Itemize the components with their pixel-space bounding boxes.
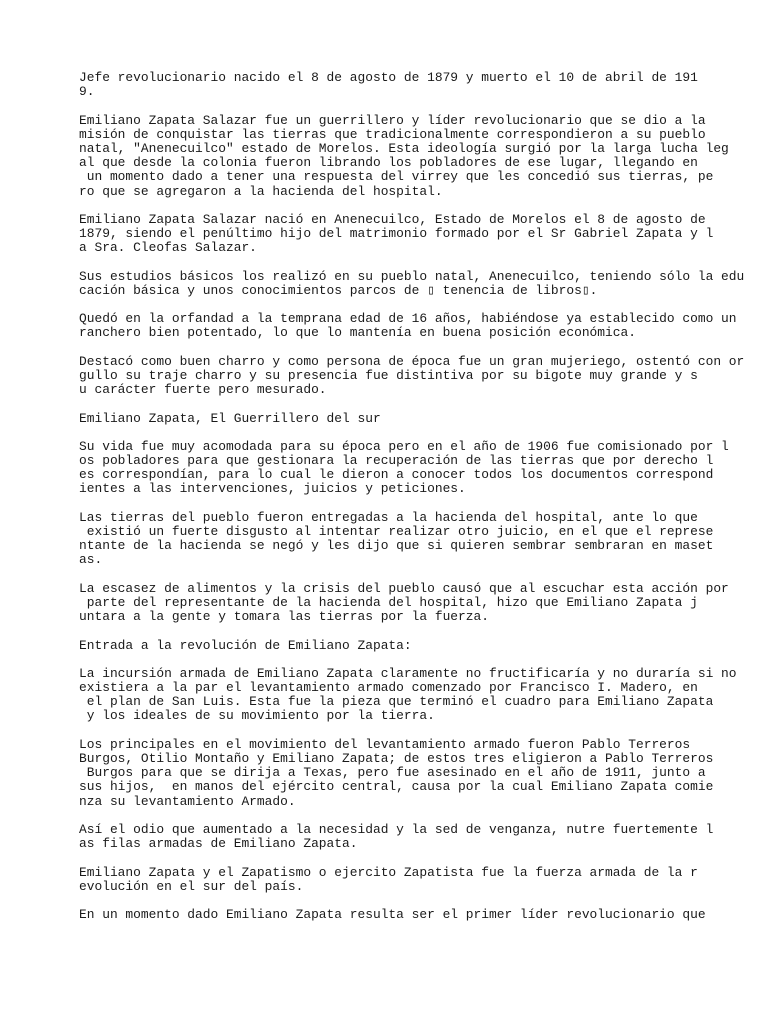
text-line: Su vida fue muy acomodada para su época pero en el año de 1906 fue comisionado por l — [79, 438, 729, 454]
document-body — [79, 71, 759, 936]
text-line: untara a la gente y tomara las tierras por la fuerza. — [79, 609, 489, 625]
text-line: La incursión armada de Emiliano Zapata claramente no fructificaría y no duraría si no — [79, 665, 737, 681]
paragraph — [79, 866, 759, 894]
text-line: Sus estudios básicos los realizó en su pueblo natal, Anenecuilco, teniendo sólo la edu — [79, 268, 745, 284]
text-line: al que desde la colonia fueron librando los pobladores de ese lugar, llegando en — [79, 155, 698, 171]
text-line: Los principales en el movimiento del levantamiento armado fueron Pablo Terreros — [79, 736, 691, 752]
paragraph — [79, 114, 759, 199]
paragraph — [79, 823, 759, 851]
text-line: un momento dado a tener una respuesta del virrey que les concedió sus tierras, pe — [79, 169, 714, 185]
text-line: ntante de la hacienda se negó y les dijo que si quieren sembrar sembraran en maset — [79, 538, 714, 554]
text-line: Burgos para que se dirija a Texas, pero fue asesinado en el año de 1911, junto a — [79, 765, 706, 781]
text-line: Jefe revolucionario nacido el 8 de agosto de 1879 y muerto el 10 de abril de 191 — [79, 70, 698, 85]
text-line: ranchero bien potentado, lo que lo mantenía en buena posición económica. — [79, 325, 636, 341]
text-line: ro que se agregaron a la hacienda del hospital. — [79, 183, 443, 199]
text-line: Así el odio que aumentado a la necesidad y la sed de venganza, nutre fuertemente l — [79, 821, 714, 837]
text-line: Burgos, Otilio Montaño y Emiliano Zapata; de estos tres eligieron a Pablo Terreros — [79, 751, 714, 766]
paragraph — [79, 71, 759, 99]
paragraph — [79, 355, 759, 398]
paragraph — [79, 582, 759, 625]
text-line: u carácter fuerte pero mesurado. — [79, 382, 327, 398]
paragraph — [79, 412, 759, 426]
text-line: os pobladores para que gestionara la recuperación de las tierras que por derecho l — [79, 453, 714, 469]
text-line: En un momento dado Emiliano Zapata resulta ser el primer líder revolucionario que — [79, 907, 706, 923]
text-line: a Sra. Cleofas Salazar. — [79, 240, 257, 256]
text-line: 9. — [79, 84, 95, 100]
text-line: Las tierras del pueblo fueron entregadas a la hacienda del hospital, ante lo que — [79, 509, 698, 525]
text-line: Destacó como buen charro y como persona de época fue un gran mujeriego, ostentó con or — [79, 353, 745, 369]
text-line: Emiliano Zapata Salazar nació en Anenecuilco, Estado de Morelos el 8 de agosto de — [79, 211, 706, 227]
paragraph — [79, 440, 759, 497]
text-line: existió un fuerte disgusto al intentar realizar otro juicio, en el que el represe — [79, 524, 714, 539]
text-line: natal, "Anenecuilco" estado de Morelos. Esta ideología surgió por la larga lucha leg — [79, 140, 729, 156]
text-line: 1879, siendo el penúltimo hijo del matrimonio formado por el Sr Gabriel Zapata y l — [79, 226, 714, 242]
text-line: ientes a las intervenciones, juicios y peticiones. — [79, 481, 466, 497]
text-line: La escasez de alimentos y la crisis del pueblo causó que al escuchar esta acción por — [79, 580, 729, 596]
paragraph — [79, 511, 759, 568]
text-line: es correspondían, para lo cual le dieron a conocer todos los documentos correspond — [79, 467, 714, 483]
text-line: Emiliano Zapata Salazar fue un guerrillero y líder revolucionario que se dio a la — [79, 112, 706, 128]
paragraph — [79, 639, 759, 653]
paragraph — [79, 312, 759, 340]
text-line: parte del representante de la hacienda del hospital, hizo que Emiliano Zapata j — [79, 594, 698, 610]
paragraph — [79, 270, 759, 298]
text-line: Quedó en la orfandad a la temprana edad de 16 años, habiéndose ya establecido como un — [79, 311, 737, 327]
text-line: misión de conquistar las tierras que tradicionalmente correspondieron a su pueblo — [79, 126, 706, 142]
text-line: sus hijos, en manos del ejército central, causa por la cual Emiliano Zapata comie — [79, 779, 714, 795]
text-line: nza su levantamiento Armado. — [79, 793, 296, 809]
text-line: as. — [79, 552, 103, 568]
text-line: Entrada a la revolución de Emiliano Zapata: — [79, 637, 412, 653]
text-line: gullo su traje charro y su presencia fue distintiva por su bigote muy grande y s — [79, 367, 698, 383]
text-line: Emiliano Zapata, El Guerrillero del sur — [79, 410, 381, 426]
text-line: y los ideales de su movimiento por la tierra. — [79, 708, 435, 724]
paragraph — [79, 908, 759, 922]
text-line: evolución en el sur del país. — [79, 878, 304, 894]
text-line: cación básica y unos conocimientos parcos de ▯ tenencia de libros▯. — [79, 282, 598, 298]
text-line: el plan de San Luis. Esta fue la pieza que terminó el cuadro para Emiliano Zapata — [79, 694, 714, 710]
paragraph — [79, 667, 759, 724]
text-line: as filas armadas de Emiliano Zapata. — [79, 836, 358, 852]
paragraph — [79, 213, 759, 256]
text-line: Emiliano Zapata y el Zapatismo o ejercito Zapatista fue la fuerza armada de la r — [79, 864, 698, 880]
text-line: existiera a la par el levantamiento armado comenzado por Francisco I. Madero, en — [79, 680, 698, 696]
paragraph — [79, 738, 759, 809]
